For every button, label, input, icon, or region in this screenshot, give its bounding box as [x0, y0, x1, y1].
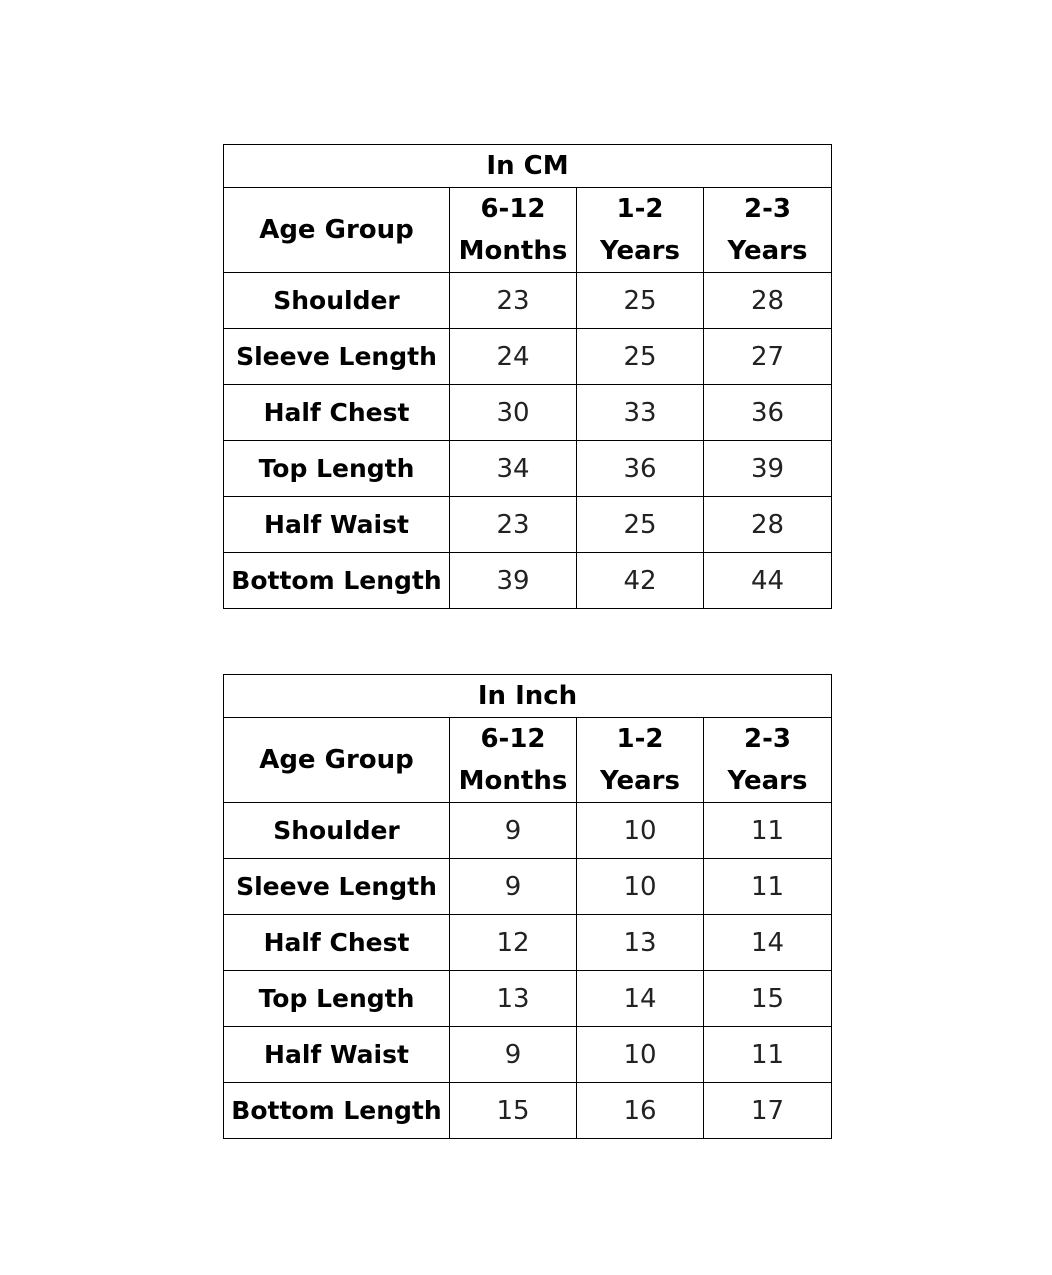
- table-cell: 28: [704, 273, 832, 329]
- table-cell: 11: [704, 859, 832, 915]
- table-cell: 25: [577, 273, 704, 329]
- table-cell: 23: [450, 497, 577, 553]
- table-row: [224, 1027, 832, 1083]
- table-cell: 36: [704, 385, 832, 441]
- table-row: [224, 803, 832, 859]
- table-cell: 13: [577, 915, 704, 971]
- table-title: In Inch: [224, 675, 832, 718]
- table-cell: 39: [450, 553, 577, 609]
- row-label: Shoulder: [224, 803, 450, 859]
- table-cell: 15: [704, 971, 832, 1027]
- table-cell: 17: [704, 1083, 832, 1139]
- table-row: [224, 915, 832, 971]
- table-cell: 36: [577, 441, 704, 497]
- table-cell: 24: [450, 329, 577, 385]
- header-row: [224, 718, 832, 803]
- table-cell: 9: [450, 803, 577, 859]
- table-cell: 25: [577, 497, 704, 553]
- header-row: [224, 188, 832, 273]
- table-cell: 39: [704, 441, 832, 497]
- table-cell: 11: [704, 1027, 832, 1083]
- age-group-header: Age Group: [224, 188, 450, 273]
- table-cell: 33: [577, 385, 704, 441]
- table-cell: 42: [577, 553, 704, 609]
- column-header: 6-12 Months: [450, 718, 577, 803]
- table-cell: 16: [577, 1083, 704, 1139]
- column-header: 2-3 Years: [704, 718, 832, 803]
- row-label: Top Length: [224, 971, 450, 1027]
- table-cell: 14: [704, 915, 832, 971]
- table-cell: 9: [450, 1027, 577, 1083]
- table-cell: 13: [450, 971, 577, 1027]
- table-cell: 11: [704, 803, 832, 859]
- table-cell: 28: [704, 497, 832, 553]
- table-cell: 27: [704, 329, 832, 385]
- table-row: [224, 329, 832, 385]
- table-row: [224, 859, 832, 915]
- table-cell: 15: [450, 1083, 577, 1139]
- age-group-header: Age Group: [224, 718, 450, 803]
- table-cell: 23: [450, 273, 577, 329]
- table-row: [224, 971, 832, 1027]
- column-header: 2-3 Years: [704, 188, 832, 273]
- table-cell: 30: [450, 385, 577, 441]
- row-label: Half Waist: [224, 1027, 450, 1083]
- row-label: Top Length: [224, 441, 450, 497]
- table-row: [224, 497, 832, 553]
- row-label: Sleeve Length: [224, 859, 450, 915]
- table-row: [224, 1083, 832, 1139]
- table-cell: 9: [450, 859, 577, 915]
- table-cell: 10: [577, 859, 704, 915]
- table-cell: 25: [577, 329, 704, 385]
- row-label: Sleeve Length: [224, 329, 450, 385]
- row-label: Half Chest: [224, 385, 450, 441]
- row-label: Half Chest: [224, 915, 450, 971]
- row-label: Shoulder: [224, 273, 450, 329]
- column-header: 6-12 Months: [450, 188, 577, 273]
- size-chart-cm-table: [223, 144, 832, 609]
- row-label: Bottom Length: [224, 553, 450, 609]
- table-row: [224, 385, 832, 441]
- size-chart-inch-table: [223, 674, 832, 1139]
- table-row: [224, 273, 832, 329]
- row-label: Bottom Length: [224, 1083, 450, 1139]
- row-label: Half Waist: [224, 497, 450, 553]
- table-cell: 14: [577, 971, 704, 1027]
- table-title: In CM: [224, 145, 832, 188]
- table-row: [224, 553, 832, 609]
- column-header: 1-2 Years: [577, 188, 704, 273]
- table-row: [224, 441, 832, 497]
- table-cell: 44: [704, 553, 832, 609]
- table-cell: 10: [577, 803, 704, 859]
- table-cell: 34: [450, 441, 577, 497]
- column-header: 1-2 Years: [577, 718, 704, 803]
- table-cell: 10: [577, 1027, 704, 1083]
- table-cell: 12: [450, 915, 577, 971]
